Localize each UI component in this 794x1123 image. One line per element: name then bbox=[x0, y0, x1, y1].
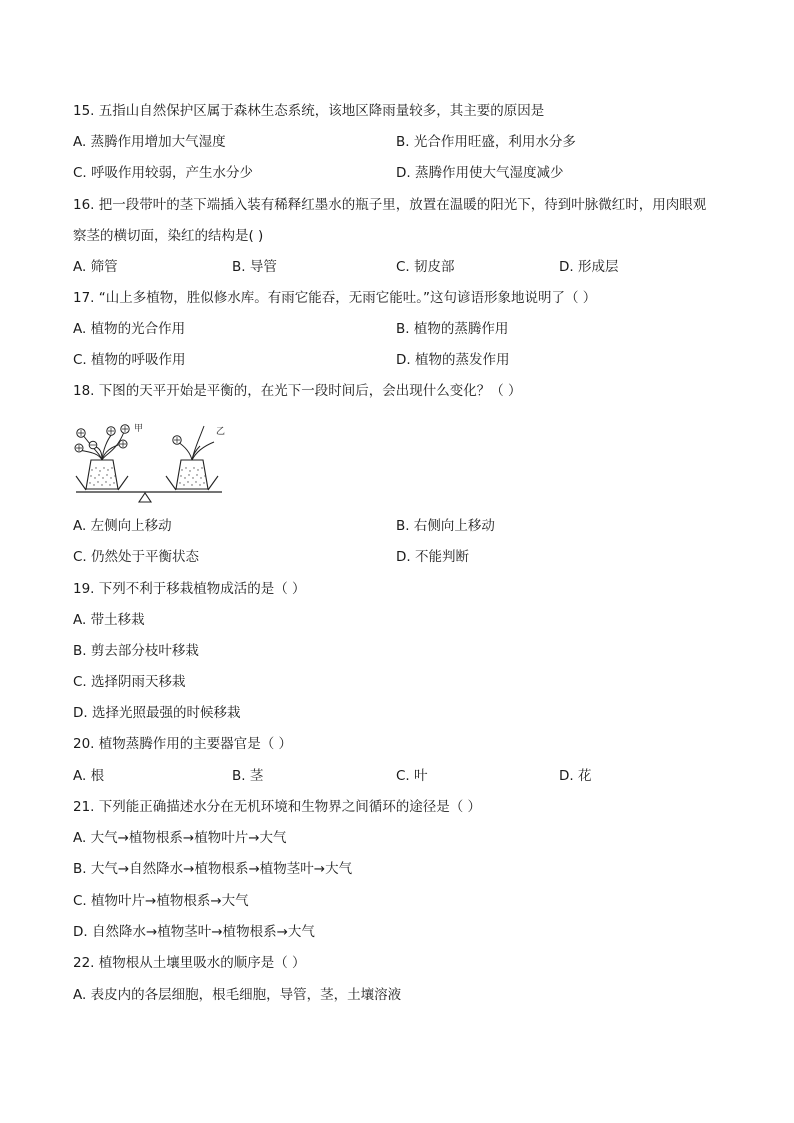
question-15-stem: 15. 五指山自然保护区属于森林生态系统，该地区降雨量较多，其主要的原因是 bbox=[73, 103, 545, 119]
left-tray-arm bbox=[76, 476, 86, 490]
question-20-option-a: A. 根 bbox=[73, 768, 105, 784]
right-tray-arm bbox=[166, 476, 176, 490]
question-16-option-c: C. 韧皮部 bbox=[396, 259, 455, 275]
question-21-option-c: C. 植物叶片→植物根系→大气 bbox=[73, 893, 249, 909]
question-20-option-d: D. 花 bbox=[559, 768, 592, 784]
plant-label-yi: 乙 bbox=[216, 427, 226, 437]
right-plant-stems bbox=[178, 426, 214, 460]
question-18-option-a: A. 左侧向上移动 bbox=[73, 518, 172, 534]
question-16-stem-line2: 察茎的横切面，染红的结构是( ) bbox=[73, 228, 264, 244]
question-21-stem: 21. 下列能正确描述水分在无机环境和生物界之间循环的途径是（ ） bbox=[73, 799, 482, 815]
question-15-option-d: D. 蒸腾作用使大气湿度减少 bbox=[396, 165, 564, 181]
question-20-option-c: C. 叶 bbox=[396, 768, 428, 784]
question-15-option-a: A. 蒸腾作用增加大气湿度 bbox=[73, 134, 226, 150]
question-15-option-b: B. 光合作用旺盛，利用水分多 bbox=[396, 134, 576, 150]
left-plant-stems bbox=[80, 432, 124, 460]
question-22-option-a: A. 表皮内的各层细胞，根毛细胞，导管，茎，土壤溶液 bbox=[73, 987, 402, 1003]
plant-label-jia: 甲 bbox=[134, 424, 144, 434]
question-19-option-d: D. 选择光照最强的时候移栽 bbox=[73, 705, 241, 721]
balance-figure bbox=[72, 412, 232, 504]
question-21-option-b: B. 大气→自然降水→植物根系→植物茎叶→大气 bbox=[73, 861, 353, 877]
question-19-stem: 19. 下列不利于移栽植物成活的是（ ） bbox=[73, 581, 306, 597]
question-19-option-b: B. 剪去部分枝叶移栽 bbox=[73, 643, 199, 659]
question-17-option-c: C. 植物的呼吸作用 bbox=[73, 352, 186, 368]
question-21-option-a: A. 大气→植物根系→植物叶片→大气 bbox=[73, 830, 287, 846]
question-16-option-b: B. 导管 bbox=[232, 259, 277, 275]
question-18-option-d: D. 不能判断 bbox=[396, 549, 469, 565]
question-17-stem: 17. “山上多植物，胜似修水库。有雨它能吞，无雨它能吐。”这句谚语形象地说明了（ ） bbox=[73, 290, 597, 306]
question-19-option-a: A. 带土移栽 bbox=[73, 612, 145, 628]
question-18-stem: 18. 下图的天平开始是平衡的，在光下一段时间后，会出现什么变化？（ ） bbox=[73, 383, 522, 399]
question-18-option-c: C. 仍然处于平衡状态 bbox=[73, 549, 200, 565]
question-15-option-c: C. 呼吸作用较弱，产生水分少 bbox=[73, 165, 254, 181]
balance-fulcrum bbox=[139, 493, 151, 502]
question-20-option-b: B. 茎 bbox=[232, 768, 264, 784]
question-16-option-a: A. 筛管 bbox=[73, 259, 118, 275]
question-17-option-a: A. 植物的光合作用 bbox=[73, 321, 186, 337]
question-22-stem: 22. 植物根从土壤里吸水的顺序是（ ） bbox=[73, 955, 306, 971]
question-16-stem-line1: 16. 把一段带叶的茎下端插入装有稀释红墨水的瓶子里，放置在温暖的阳光下，待到叶脉微红时，用肉眼观 bbox=[73, 197, 707, 213]
question-17-option-b: B. 植物的蒸腾作用 bbox=[396, 321, 509, 337]
question-18-option-b: B. 右侧向上移动 bbox=[396, 518, 495, 534]
question-16-option-d: D. 形成层 bbox=[559, 259, 619, 275]
left-tray-arm bbox=[118, 476, 128, 490]
right-tray-arm bbox=[208, 476, 218, 490]
question-19-option-c: C. 选择阴雨天移栽 bbox=[73, 674, 186, 690]
question-21-option-d: D. 自然降水→植物茎叶→植物根系→大气 bbox=[73, 924, 315, 940]
question-20-stem: 20. 植物蒸腾作用的主要器官是（ ） bbox=[73, 736, 293, 752]
question-17-option-d: D. 植物的蒸发作用 bbox=[396, 352, 510, 368]
